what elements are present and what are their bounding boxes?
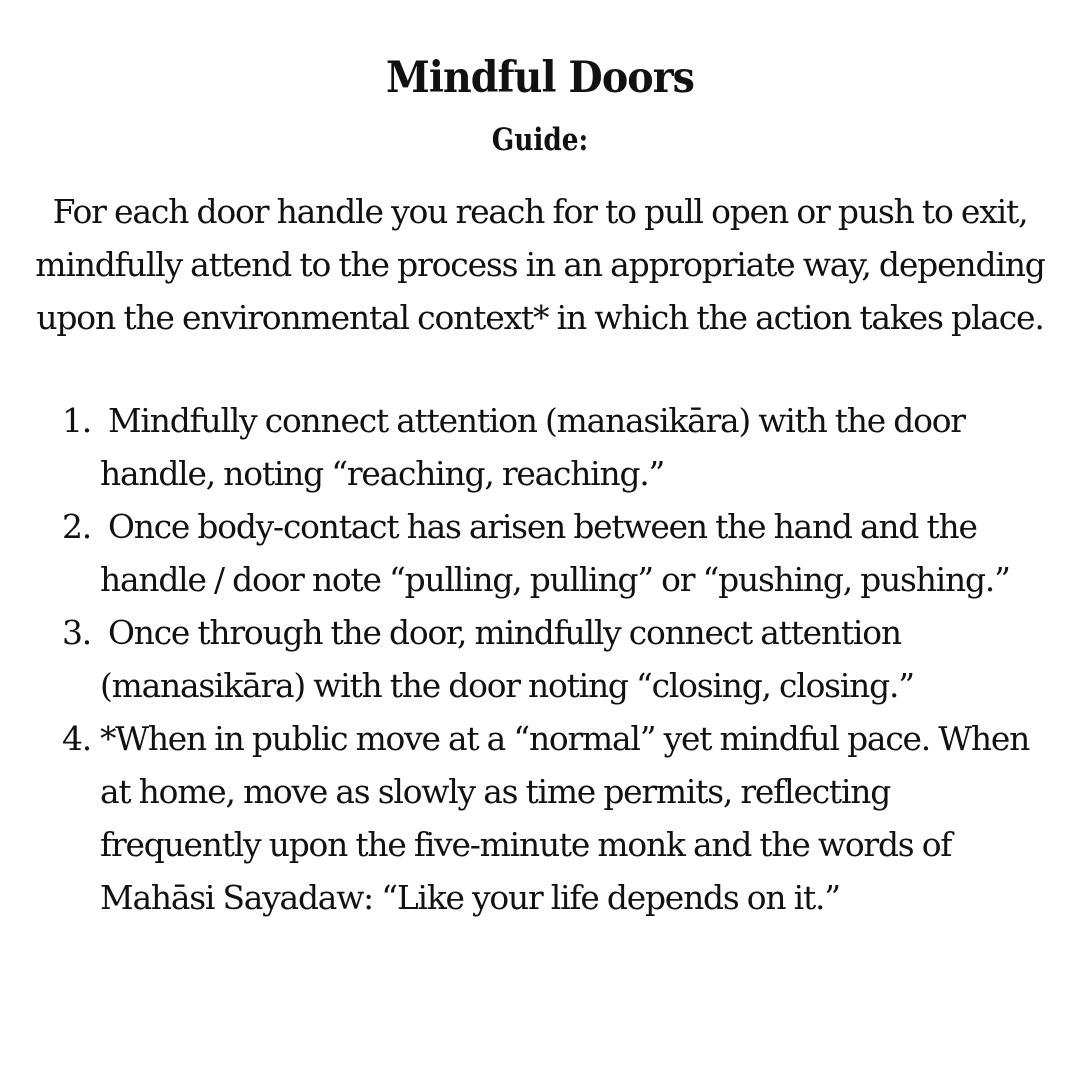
step-number: 3. bbox=[62, 613, 92, 652]
step-item-3 bbox=[0, 606, 1080, 712]
step-text-line: frequently upon the five-minute monk and the words of bbox=[100, 825, 952, 864]
step-item-1 bbox=[0, 394, 1080, 500]
guide-subtitle: Guide: bbox=[491, 122, 589, 158]
step-number: 2. bbox=[62, 507, 92, 546]
step-text-line: handle, noting “reaching, reaching.” bbox=[100, 454, 665, 493]
page-title: Mindful Doors bbox=[385, 53, 695, 103]
step-text-line: *When in public move at a “normal” yet mindful pace. When bbox=[100, 719, 1030, 758]
intro-line: For each door handle you reach for to pull open or push to exit, bbox=[52, 192, 1028, 231]
step-text-line: (manasikāra) with the door noting “closing, closing.” bbox=[100, 666, 914, 705]
step-text-line: Mahāsi Sayadaw: “Like your life depends on it.” bbox=[100, 878, 840, 917]
step-number: 1. bbox=[62, 401, 92, 440]
step-text-line: at home, move as slowly as time permits, reflecting bbox=[100, 772, 891, 811]
intro-line: mindfully attend to the process in an appropriate way, depending bbox=[35, 245, 1045, 284]
intro-paragraph bbox=[20, 185, 1060, 344]
steps-list bbox=[0, 394, 1080, 924]
step-text-line: Once through the door, mindfully connect attention bbox=[107, 613, 901, 652]
intro-line: upon the environmental context* in which the action takes place. bbox=[36, 298, 1044, 337]
step-item-4 bbox=[0, 712, 1080, 924]
step-text-line: Once body-contact has arisen between the hand and the bbox=[107, 507, 977, 546]
step-item-2 bbox=[0, 500, 1080, 606]
step-text-line: Mindfully connect attention (manasikāra) with the door bbox=[107, 401, 965, 440]
step-number: 4. bbox=[62, 719, 92, 758]
step-text-line: handle / door note “pulling, pulling” or “pushing, pushing.” bbox=[100, 560, 1010, 599]
